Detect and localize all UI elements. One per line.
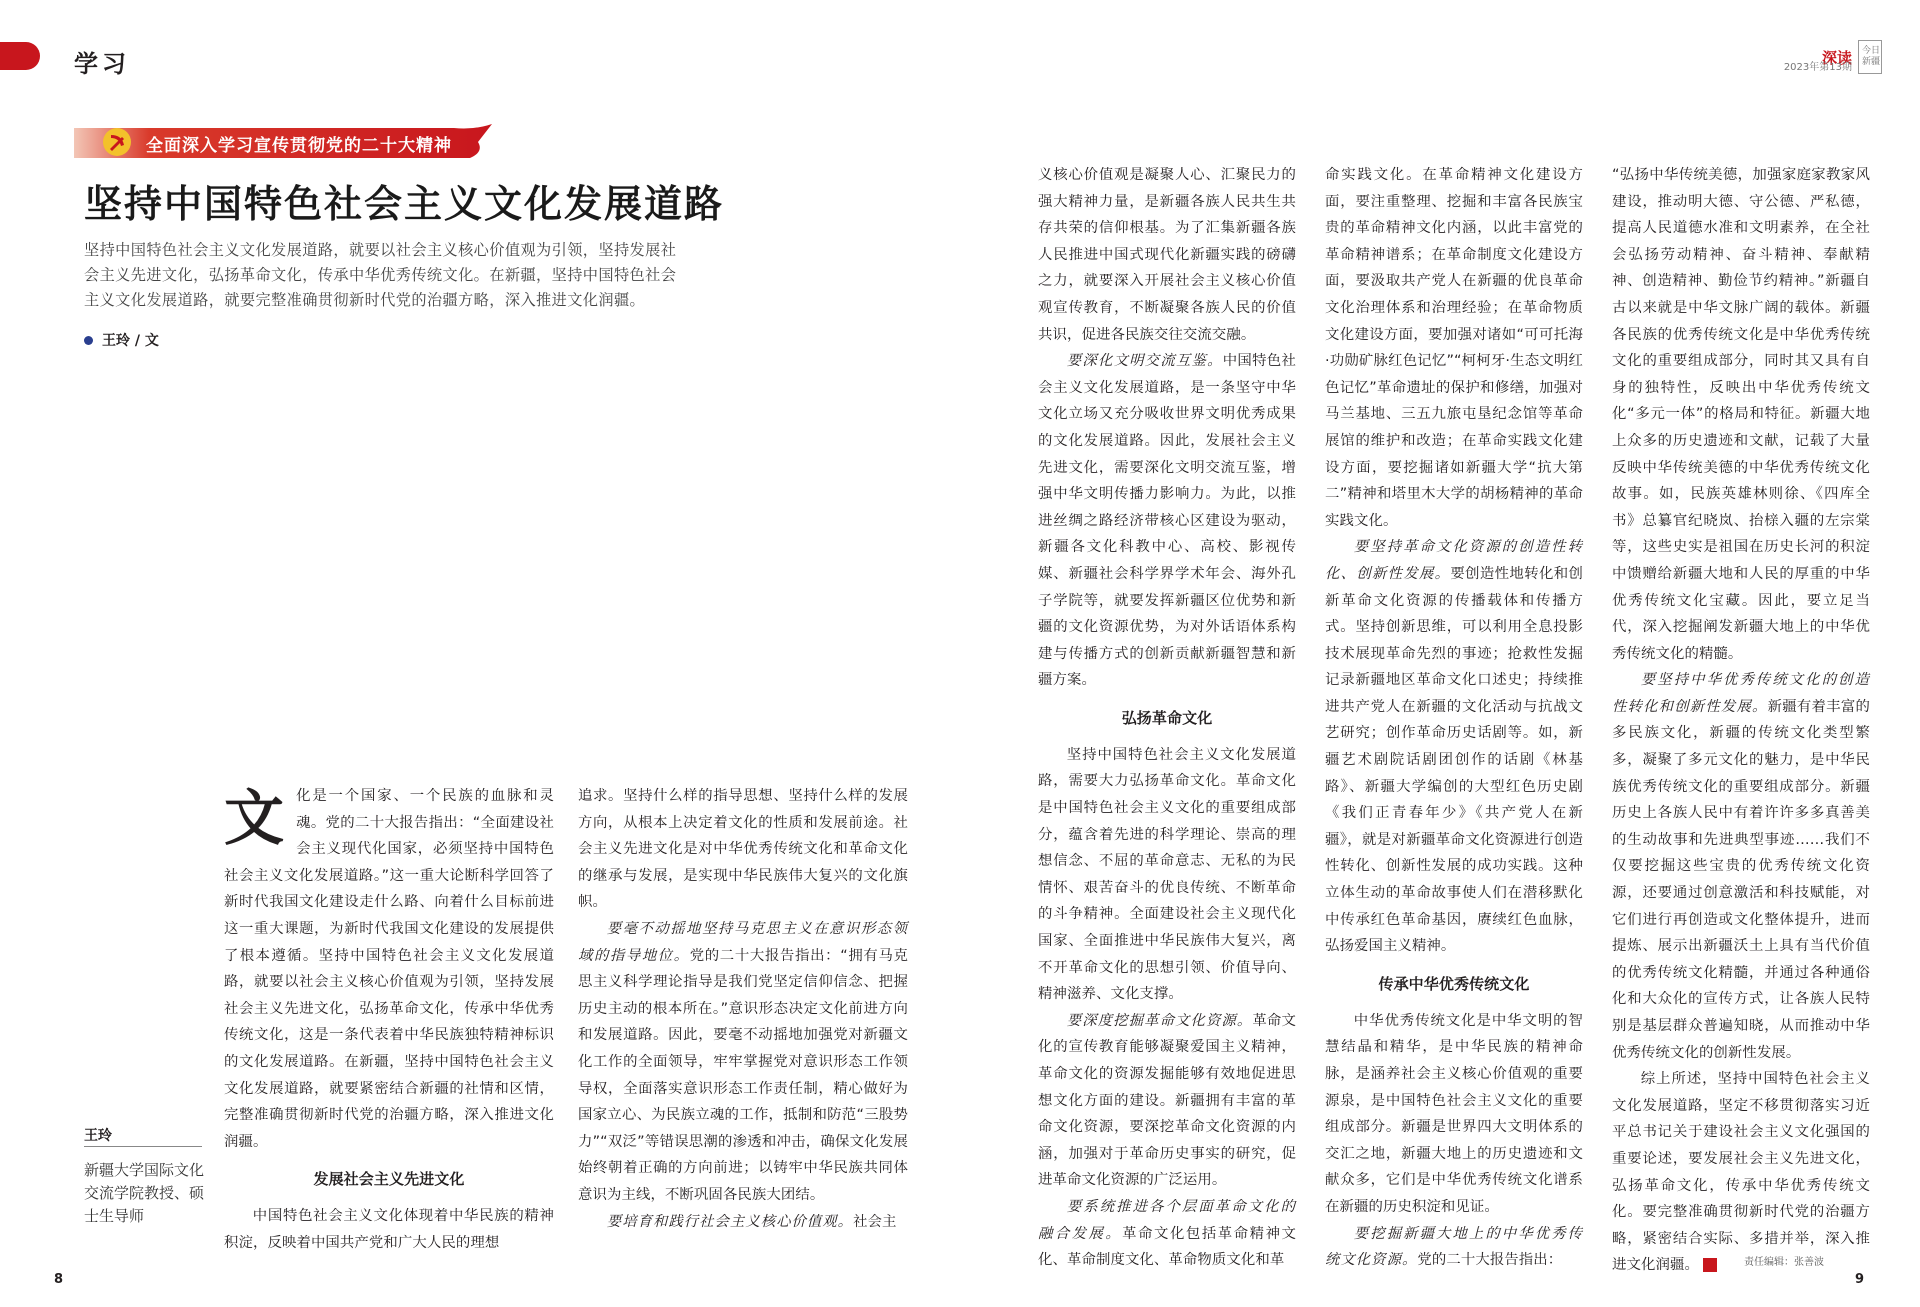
paragraph: 命实践文化。在革命精神文化建设方面，要注重整理、挖掘和丰富各民族宝贵的革命精神文化内涵，以此丰富党的革命精神谱系；在革命制度文化建设方面，要汲取共产党人在新疆的优良革命文化治理体系和治理经验；在革命物质文化建设方面，要加强对诸如“可可托海·功勋矿脉红色记忆”“柯柯牙·生态文明红色记忆”革命遗址的保护和修缮，加强对马兰基地、三五九旅屯垦纪念馆等革命展馆的维护和改造；在革命实践文化建设方面，要挖掘诸如新疆大学“抗大第二”精神和塔里木大学的胡杨精神的革命实践文化。	[1325, 167, 1583, 529]
end-mark-icon	[1703, 1258, 1717, 1272]
topic-banner	[74, 124, 492, 160]
paragraph	[1038, 1008, 1296, 1194]
page-number-right: 9	[1854, 1272, 1864, 1287]
party-emblem-icon	[102, 127, 132, 157]
paragraph-lead: 要深化文明交流互鉴。	[1066, 353, 1223, 370]
drop-cap: 文	[224, 784, 285, 854]
paragraph-text: 革命文化的宣传教育能够凝聚爱国主义精神，革命文化的资源发掘能够有效地促进思想文化方面的建设。新疆拥有丰富的革命文化资源，要深挖革命文化资源的内涵，加强对于革命历史事实的研究，促进革命文化资源的广泛运用。	[1038, 1012, 1296, 1189]
paragraph-lead: 要深度挖掘革命文化资源。	[1066, 1012, 1253, 1029]
byline	[84, 330, 159, 350]
body-column-5	[1612, 162, 1870, 1279]
body-column-1	[224, 783, 554, 1257]
brand-logo: 今日新疆	[1858, 40, 1882, 74]
paragraph-lead: 要系统推进各个层面革命文化的融合发展。	[1038, 1198, 1296, 1242]
section-tab	[0, 42, 40, 70]
paragraph: 中华优秀传统文化是中华文明的智慧结晶和精华，是中华民族的精神命脉，是涵养社会主义核心价值观的重要源泉，是中国特色社会主义文化的重要组成部分。新疆是世界四大文明体系的交汇之地，新疆大地上的历史遗迹和文献众多，它们是中华优秀传统文化谱系在新疆的历史积淀和见证。	[1325, 1012, 1583, 1215]
paragraph: 坚持中国特色社会主义文化发展道路，需要大力弘扬革命文化。革命文化是中国特色社会主义文化的重要组成部分，蕴含着先进的科学理论、崇高的理想信念、不屈的革命意志、无私的为民情怀、艰苦奋斗的优良传统、不断革命的斗争精神。全面建设社会主义现代化国家、全面推进中华民族伟大复兴，离不开革命文化的思想引领、价值导向、精神滋养、文化支撑。	[1038, 746, 1296, 1003]
section-name: 学习	[74, 50, 130, 78]
paragraph-text: 化是一个国家、一个民族的血脉和灵魂。党的二十大报告指出：“全面建设社会主义现代化国家，必须坚持中国特色社会主义文化发展道路。”这一重大论断科学回答了新时代我国文化建设走什么路、向着什么目标前进这一重大课题，为新时代我国文化建设的发展提供了根本遵循。坚持中国特色社会主义文化发展道路，就要以社会主义核心价值观为引领，坚持发展社会主义先进文化，弘扬革命文化，传承中华优秀传统文化，这是一条代表着中华民族独特精神标识的文化发展道路。在新疆，坚持中国特色社会主义文化发展道路，就要紧密结合新疆的社情和区情，完整准确贯彻新时代党的治疆方略，深入推进文化润疆。	[224, 788, 554, 1150]
byline-dot-icon	[84, 336, 93, 345]
author-divider	[84, 1146, 202, 1147]
body-column-4	[1325, 162, 1583, 1274]
paragraph-text: 革命文化包括革命精神文化、革命制度文化、革命物质文化和革	[1038, 1225, 1296, 1269]
paragraph-text: 党的二十大报告指出：“拥有马克思主义科学理论指导是我们党坚定信仰信念、把握历史主动的根本所在。”意识形态决定文化前进方向和发展道路。因此，要毫不动摇地加强党对新疆文化工作的全面领导，牢牢掌握党对意识形态工作领导权，全面落实意识形态工作责任制，精心做好为国家立心、为民族立魂的工作，抵制和防范“三股势力”“双泛”等错误思潮的渗透和冲击，确保文化发展始终朝着正确的方向前进；以铸牢中华民族共同体意识为主线，不断巩固各民族大团结。	[578, 947, 908, 1203]
paragraph-text: 要创造性地转化和创新革命文化资源的传播载体和传播方式。坚持创新思维，可以利用全息投影技术展现革命先烈的事迹；抢救性发掘记录新疆地区革命文化口述史；持续推进共产党人在新疆的文化活动与抗战文艺研究；创作革命历史话剧等。如，新疆艺术剧院话剧团创作的话剧《林基路》、新疆大学编创的大型红色历史剧《我们正青春年少》《共产党人在新疆》，就是对新疆革命文化资源进行创造性转化、创新性发展的成功实践。这种立体生动的革命故事使人们在潜移默化中传承红色革命基因，赓续红色血脉，弘扬爱国主义精神。	[1325, 565, 1583, 955]
paragraph	[1038, 348, 1296, 694]
body-column-3	[1038, 162, 1296, 1274]
paragraph-lead: 要毫不动摇地坚持马克思主义在意识形态领域的指导地位。	[578, 920, 908, 964]
article-title: 坚持中国特色社会主义文化发展道路	[84, 182, 725, 226]
brand-name: 深读	[1821, 48, 1852, 67]
section-heading: 传承中华优秀传统文化	[1378, 974, 1530, 993]
byline-text: 王玲 / 文	[102, 333, 159, 349]
paragraph-text: 党的二十大报告指出：	[1417, 1252, 1563, 1269]
paragraph: 追求。坚持什么样的指导思想、坚持什么样的发展方向，从根本上决定着文化的性质和发展前途。社会主义先进文化是对中华优秀传统文化和革命文化的继承与发展，是实现中华民族伟大复兴的文化旗帜。	[578, 788, 908, 911]
paragraph-lead: 要培育和践行社会主义核心价值观。	[606, 1213, 854, 1230]
section-heading: 发展社会主义先进文化	[313, 1170, 465, 1189]
body-column-2	[578, 783, 908, 1235]
author-name: 王玲	[84, 1128, 112, 1144]
paragraph	[1325, 1221, 1583, 1274]
paragraph-text: 中国特色社会主义文化发展道路，是一条坚守中华文化立场又充分吸收世界文明优秀成果的文化发展道路。因此，发展社会主义先进文化，需要深化文明交流互鉴，增强中华文明传播力影响力。为此，以推进丝绸之路经济带核心区建设为驱动，新疆各文化科教中心、高校、影视传媒、新疆社会科学界学术年会、海外孔子学院等，就要发挥新疆区位优势和新疆的文化资源优势，为对外话语体系构建与传播方式的创新贡献新疆智慧和新疆方案。	[1038, 353, 1296, 689]
paragraph	[578, 1209, 908, 1236]
issue-label: 2023年第13期	[1783, 62, 1852, 73]
paragraph	[1612, 1066, 1870, 1279]
paragraph-lead: 要坚持中华优秀传统文化的创造性转化和创新性发展。	[1612, 672, 1870, 715]
paragraph-lead: 要坚持革命文化资源的创造性转化、创新性发展。	[1325, 539, 1583, 582]
paragraph	[224, 783, 554, 1155]
paragraph	[1325, 534, 1583, 960]
editor-credit: 责任编辑：张善波	[1744, 1257, 1824, 1268]
paragraph: 义核心价值观是凝聚人心、汇聚民力的强大精神力量，是新疆各族人民共生共存共荣的信仰根基。为了汇集新疆各族人民推进中国式现代化新疆实践的磅礴之力，就要深入开展社会主义核心价值观宣传教育，不断凝聚各族人民的价值共识，促进各民族交往交流交融。	[1038, 167, 1296, 343]
paragraph: “弘扬中华传统美德，加强家庭家教家风建设，推动明大德、守公德、严私德，提高人民道德水准和文明素养，在全社会弘扬劳动精神、奋斗精神、奉献精神、创造精神、勤俭节约精神。”新疆自古以来就是中华文脉广阔的载体。新疆各民族的优秀传统文化是中华优秀传统文化的重要组成部分，同时其又具有自身的独特性，反映出中华优秀传统文化“多元一体”的格局和特征。新疆大地上众多的历史遗迹和文献，记载了大量反映中华传统美德的中华优秀传统文化故事。如，民族英雄林则徐、《四库全书》总纂官纪晓岚、抬榇入疆的左宗棠等，这些史实是祖国在历史长河的积淀中馈赠给新疆大地和人民的厚重的中华优秀传统文化宝藏。因此，要立足当代，深入挖掘阐发新疆大地上的中华优秀传统文化的精髓。	[1612, 167, 1870, 662]
paragraph	[1612, 667, 1870, 1066]
page-number-left: 8	[54, 1272, 64, 1287]
paragraph-text: 新疆有着丰富的多民族文化，新疆的传统文化类型繁多，凝聚了多元文化的魅力，是中华民族优秀传统文化的重要组成部分。新疆历史上各族人民中有着许许多多真善美的生动故事和先进典型事迹……我们不仅要挖掘这些宝贵的优秀传统文化资源，还要通过创意激活和科技赋能，对它们进行再创造或文化整体提升，进而提炼、展示出新疆沃土上具有当代价值的优秀传统文化精髓，并通过各种通俗化和大众化的宣传方式，让各族人民特别是基层群众普遍知晓，从而推动中华优秀传统文化的创新性发展。	[1612, 698, 1870, 1061]
paragraph-lead: 要挖掘新疆大地上的中华优秀传统文化资源。	[1325, 1225, 1583, 1269]
banner-text: 全面深入学习宣传贯彻党的二十大精神	[146, 136, 452, 156]
paragraph	[578, 916, 908, 1209]
paragraph	[1038, 1194, 1296, 1274]
section-heading: 弘扬革命文化	[1121, 708, 1213, 727]
paragraph-text: 社会主	[853, 1213, 897, 1230]
author-description: 新疆大学国际文化交流学院教授、硕士生导师	[84, 1161, 205, 1225]
article-lede: 坚持中国特色社会主义文化发展道路，就要以社会主义核心价值观为引领，坚持发展社会主义先进文化，弘扬革命文化，传承中华优秀传统文化。在新疆，坚持中国特色社会主义文化发展道路，就要完整准确贯彻新时代党的治疆方略，深入推进文化润疆。	[84, 241, 677, 309]
paragraph: 中国特色社会主义文化体现着中华民族的精神积淀，反映着中国共产党和广大人民的理想	[224, 1208, 554, 1251]
paragraph-text: 综上所述，坚持中国特色社会主义文化发展道路，坚定不移贯彻落实习近平总书记关于建设社会主义文化强国的重要论述，要发展社会主义先进文化，弘扬革命文化，传承中华优秀传统文化。要完整准确贯彻新时代党的治疆方略，紧密结合实际、多措并举，深入推进文化润疆。	[1612, 1071, 1870, 1274]
